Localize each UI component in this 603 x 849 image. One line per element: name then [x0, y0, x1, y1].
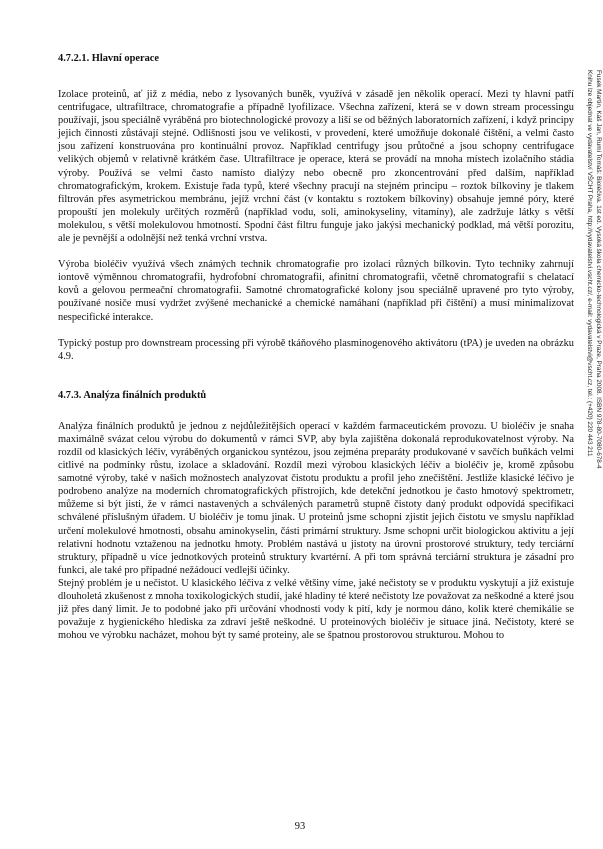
page-number: 93 — [294, 821, 306, 832]
paragraph-tpa-reference: Typický postup pro downstream processing při výrobě tkáňového plasminogenového aktivátoru (tPA) je uveden na obrázku 4.9. — [58, 337, 574, 362]
paragraph-final-analysis: Analýza finálních produktů je jednou z nejdůležitějších operací v každém farmaceutickém provozu. U biol​éčiv je snaha maximálně svázat celou výrobu do dokumentů v rámci SVP, aby byla zajištěna dokonalá reprodukovatelnost výroby. Na rozdíl od klasických léčiv, vyráběných organickou syntézou, jsou zejména preparáty produkované v savčích buňkách velmi citlivé na podmínky růstu, izolace a skladování. Rozdíl mezi výrobou klasických léčiv a biol​éčiv je, kromě způsobu samotné výroby, také v našich možnostech analyzovat čistotu produktu a profil jeho znečištění. Jestliže klasické léčivo je podrobeno analýze na moderních chromatografických přístrojích, kde detekční jednotkou je často hmotový spektrometr, můžeme si být jisti, že v rámci nastavených a schválených parametrů stupně čistoty daný produkt odpovídá specifikaci schválené příslušným úřadem. U biol​éčiv je tomu jinak. U proteinů jsme schopni zjistit jejich čistotu ve smyslu například určení molekulové hmotnosti, obsahu aminokyselin, části primární struktury. Jsme schopni určit biologickou aktivitu a její relativní hodnotu vztaženou na jednotku hmoty. Problém nastává u jistoty na úrovni prostorové struktury, tedy terciární struktury, případně u více jednotkových proteinů struktury kvartérní. A při tom správná terciární struktura je zásadní pro funkci, ale také pro případné nežádoucí vedlejší účinky. — [58, 420, 574, 576]
section-heading-final-analysis: 4.7.3. Analýza finálních produktů — [58, 389, 207, 401]
order-info-line: Knihu lze objednat ve vydavatelství VŠCHT Praha, http://vydavatelstvi.vscht.cz/, e-mail: vydavatelstvi@vscht.cz, tel.: (+420) 220 443 211 — [586, 70, 593, 457]
paragraph-isolation: Izolace proteinů, ať již z média, nebo z lysovaných buněk, využívá v zásadě jen několik operací. Mezi ty hlavní patří centrifugace, ultrafiltrace, chromatografie a případně lyofilizace. Všechna zařízení, která se v down stream processingu používají, jsou speciálně vyráběná pro biotechnologické provozy a liší se od běžných laboratorních zařízení, i když principy jejich činnosti zůstávají stejné. Odlišnosti jsou ve velikosti, v provedení, které umožňuje dokonalé čištění, a velmi často jsou zařízení konstruována pro kontinuální provoz. Například centrifugy jsou průtočné a jsou schopny centrifugace velikých objemů v relativně krátkém čase. Ultrafiltrace je operace, která se provádí na mnoha místech izolačního stádia výroby. Používá se velmi často namísto dialýzy nebo obecně pro zkoncentrování před dalším, například chromatografickým, krokem. Existuje řada typů, které všechny pracují na stejném principu – roztok bílkoviny je tlakem filtrován přes asymetrickou membránu, jejíž vrchní část (v kontaktu s roztokem bílkoviny) obsahuje jemné póry, které propouští jen molekuly určitých rozměrů (například vodu, soli, aminokyseliny, vitamíny), ale zadržuje látky s větší molekulou, s větší molekulovou hmotností. Spodní část filtru funguje jako jakýsi mechanický podklad, má větší porozitu, ale je pevnější a odolnější než tenká vrchní vrstva. — [58, 89, 574, 245]
page-body — [58, 52, 574, 642]
paragraph-impurities: Stejný problém je u nečistot. U klasického léčiva z velké většiny víme, jaké nečistoty se v produktu vyskytují a již existuje dlouholetá zkušenost z mnoha toxikologických studií, jaké hladiny té které nečistoty lze považovat za neškodné a které jsou již přes daný limit. Je to podobné jako při určování vhodnosti vody k pití, kdy je normou dáno, kolik které chemikálie se považuje z hygienického hlediska za zdraví ještě neškodné. U proteinových biol​éčiv je situace jiná. Nečistoty, které se mohou ve výrobku nacházet, mohou být ty samé proteiny, ale se špatnou prostorovou strukturou. Mohou to — [58, 577, 574, 642]
citation-line: Fusek Martin, Káš Jan, Rumi Tomáš: Biol​éčiva. 1st ed. Vysoká škola chemicko-technologická v Praze, Praha 2008. ISBN 978-80-7080-678-4 — [595, 70, 602, 469]
paragraph-chromatography: Výroba biol​éčiv využívá všech známých technik chromatografie pro izolaci různých bílkovin. Tyto techniky zahrnují iontově výměnnou chromatografii, hydrofobní chromatografii, afinitní chromatografii, včetně chromatografií s chelatací kovů a gelovou permeační chromatografii. Samotné chromatografické kolony jsou speciálně upravené pro tyto výroby, používané nosiče musí vydržet zvýšené mechanické a chemické namáhaní (například při čištění) a musí minimalizovat nespecifické interakce. — [58, 259, 574, 323]
sidebar-citation — [575, 70, 603, 730]
section-heading-main-operations: 4.7.2.1. Hlavní operace — [58, 53, 160, 64]
